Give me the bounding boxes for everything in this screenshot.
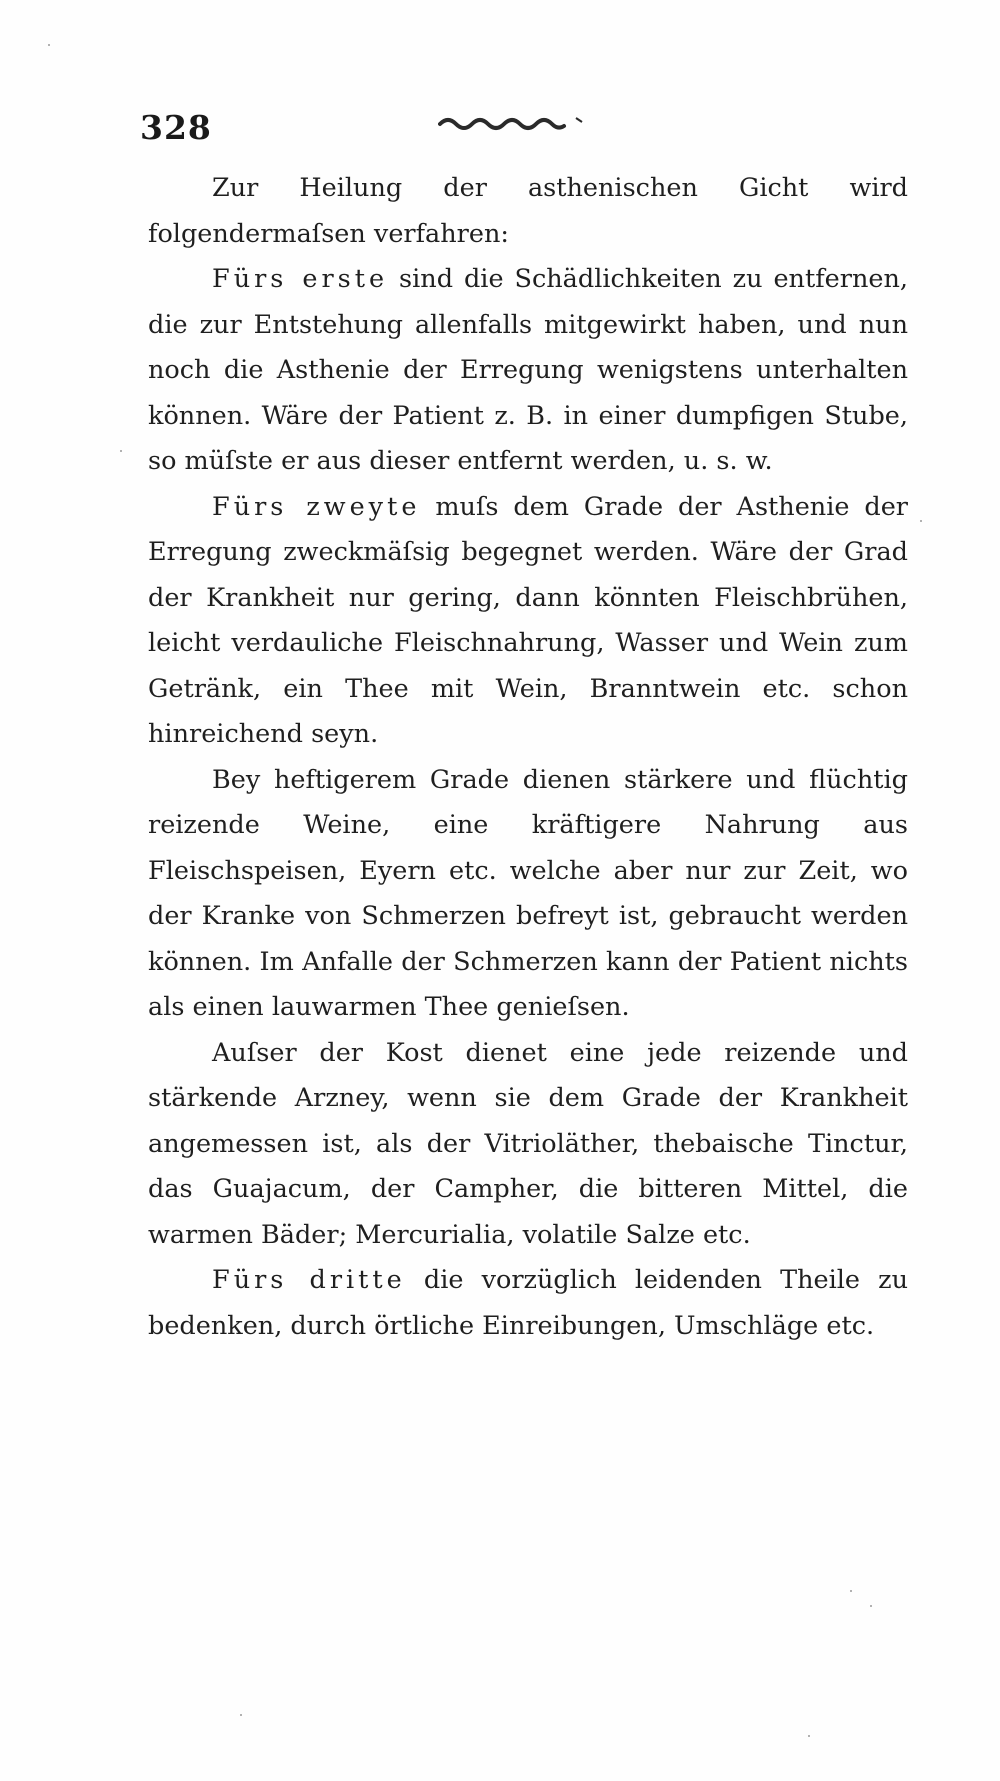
paragraph-second-point — [148, 485, 908, 758]
page-number: 328 — [140, 108, 212, 147]
paragraph-text: die vorzüglich leidenden Theile zu bedenken, durch örtliche Einreibungen, Umschläge etc. — [148, 1265, 908, 1341]
paper-speck — [850, 1590, 852, 1592]
paper-speck — [48, 44, 50, 46]
paragraph-text: muſs dem Grade der Asthenie der Erregung zweckmäſsig begegnet werden. Wäre der Grad der Krankheit nur gering, dann könnten Fleischbrühen, leicht verdauliche Fleischnahrung, Wasser und Wein zum Getränk, ein Thee mit Wein, Branntwein etc. schon hinreichend seyn. — [148, 491, 908, 749]
paper-speck — [120, 450, 122, 452]
paper-speck — [920, 520, 922, 522]
paragraph-text: Zur Heilung der asthenischen Gicht wird folgendermaſsen verfahren: — [148, 173, 908, 249]
paragraph-severe-degree — [148, 758, 908, 1031]
paragraph-text: Bey heftigerem Grade dienen stärkere und flüchtig reizende Weine, eine kräftigere Nahrung aus Fleischspeisen, Eyern etc. welche aber nur zur Zeit, wo der Kranke von Schmerzen befreyt ist, gebraucht werden können. Im Anfalle der Schmerzen kann der Patient nichts als einen lauwarmen Thee genieſsen. — [148, 764, 908, 1022]
paragraph-intro — [148, 166, 908, 257]
paper-speck — [240, 1714, 242, 1716]
header-ornament-icon — [438, 112, 588, 132]
paragraph-lead: Fürs zweyte — [212, 491, 421, 522]
paragraph-lead: Fürs dritte — [212, 1265, 406, 1295]
paragraph-lead: Fürs erste — [212, 264, 389, 294]
body-text — [148, 166, 908, 1349]
paragraph-medicines — [148, 1031, 908, 1259]
paragraph-first-point — [148, 257, 908, 485]
paragraph-third-point — [148, 1258, 908, 1349]
paper-speck — [808, 1735, 810, 1737]
paper-speck — [870, 1605, 872, 1607]
paragraph-text: sind die Schädlichkeiten zu entfernen, die zur Entstehung allenfalls mitgewirkt haben, und nun noch die Asthenie der Erregung wenigstens unterhalten können. Wäre der Patient z. B. in einer dumpfigen Stube, so müſste er aus dieser entfernt werden, u. s. w. — [148, 264, 908, 476]
paragraph-text: Auſser der Kost dienet eine jede reizende und stärkende Arzney, wenn sie dem Grade der Krankheit angemessen ist, als der Vitrioläther, thebaische Tinctur, das Guajacum, der Campher, die bitteren Mittel, die warmen Bäder; Mercurialia, volatile Salze etc. — [148, 1037, 908, 1250]
